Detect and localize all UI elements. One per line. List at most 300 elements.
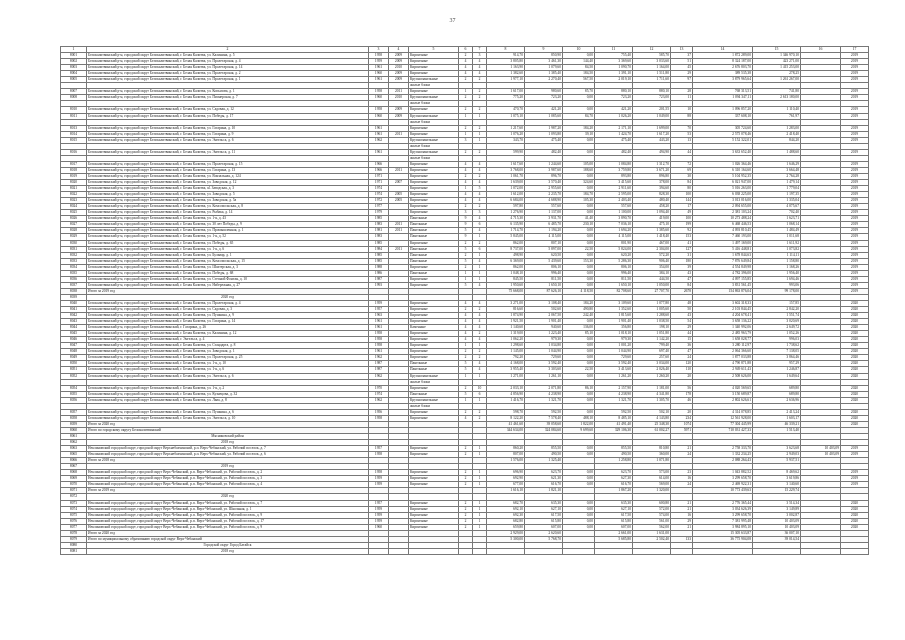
table-cell: 1 321,70 — [525, 397, 563, 403]
table-cell: 178 — [671, 391, 693, 397]
table-cell: Кирпичные — [409, 307, 459, 313]
table-cell: 2 — [459, 77, 473, 83]
table-cell: 502,10 — [633, 409, 671, 415]
table-cell: 2 676 803,70 — [693, 65, 753, 71]
table-cell: Белокалитвинский р-н, городской округ Белокалитвинский, г. Белая Калитва, ул. Заводская, д. 12 — [87, 180, 369, 186]
table-cell: 775,20 — [487, 95, 525, 101]
table-cell: 2 033,10 — [487, 385, 525, 391]
table-cell: 677,00 — [487, 482, 525, 488]
table-cell: жилые блоки — [409, 119, 459, 125]
table-cell: 1 511,80 — [633, 71, 671, 77]
table-cell: 3 — [473, 210, 487, 216]
table-cell: 1957 — [369, 500, 389, 506]
table-cell: 3 623,68 — [753, 446, 801, 452]
table-cell: 2019 — [841, 131, 869, 137]
table-cell: 2 — [459, 107, 473, 113]
table-cell: 458,20 — [633, 204, 671, 210]
table-cell: Белокалитвинский р-н, городской округ Белокалитвинский, г. Белая Калитва, ул. Садовая, д. 12 — [87, 107, 369, 113]
table-cell: 120 — [671, 361, 693, 367]
table-cell: 2011 — [389, 89, 409, 95]
table-cell: 2019 — [841, 246, 869, 252]
table-cell: 811,50 — [595, 276, 633, 282]
table-cell: 2019 — [841, 234, 869, 240]
table-cell: 635,30 — [595, 500, 633, 506]
table-cell: 828,30 — [633, 192, 671, 198]
table-cell: 490,50 — [595, 452, 633, 458]
table-cell: 8067 — [61, 464, 87, 470]
table-cell: 620,20 — [595, 252, 633, 258]
table-cell: 850,90 — [525, 53, 563, 59]
table-cell — [369, 548, 389, 554]
table-cell: 8048 — [61, 349, 87, 355]
table-cell: 2019 — [841, 161, 869, 167]
table-cell: 2 064 366,60 — [693, 349, 753, 355]
table-cell: Панельные — [409, 367, 459, 373]
table-cell: Кирпичные — [409, 282, 459, 288]
table-cell: 1 085,60 — [525, 113, 563, 119]
table-cell: 3 592,40 — [595, 361, 633, 367]
table-cell: 329 106,30 — [595, 427, 633, 433]
table-cell: 1958 — [369, 331, 389, 337]
table-cell: 1987 — [369, 276, 389, 282]
table-cell: 1971 — [369, 173, 389, 179]
table-cell: 41 491,40 — [595, 421, 633, 427]
table-cell: 1983 — [369, 222, 389, 228]
table-cell: 22,50 — [563, 246, 595, 252]
table-cell: 844,20 — [753, 137, 801, 143]
table-cell: 2 758 333,70 — [693, 446, 753, 452]
table-cell: 1 332 234,25 — [693, 452, 753, 458]
table-cell: 2019 — [841, 167, 869, 173]
table-cell: 1 217,60 — [487, 125, 525, 131]
table-cell: Кирпичные — [409, 331, 459, 337]
table-cell: 2 — [459, 264, 473, 270]
table-cell: 1 044,90 — [525, 349, 563, 355]
table-cell: 2019 — [841, 95, 869, 101]
table-cell: 1956 — [369, 409, 389, 415]
table-cell: Панельные — [409, 258, 459, 264]
table-cell: 1962 — [369, 397, 389, 403]
table-cell: 1966 — [369, 167, 389, 173]
table-cell: 54 — [671, 319, 693, 325]
table-cell: 8068 — [61, 470, 87, 476]
table-cell: 99 178,00 — [753, 288, 801, 294]
table-cell: 8 469,62 — [753, 470, 801, 476]
table-cell: 2 019,10 — [595, 77, 633, 83]
table-cell: 21 — [671, 524, 693, 530]
table-cell: 2678 — [671, 288, 693, 294]
table-cell: 0,00 — [563, 204, 595, 210]
table-cell: 2019 — [841, 53, 869, 59]
table-cell: 4 341,80 — [633, 391, 671, 397]
table-cell: Неклиновский городской округ, городской округ Верх-Чебанский, р.п. Верх-Чебанский, ул. Школьная, д. 1 — [87, 506, 369, 512]
table-cell: 80 — [671, 186, 693, 192]
table-cell: 77 304 445,99 — [693, 421, 753, 427]
table-cell: Крупнопанельные — [409, 113, 459, 119]
table-cell: 1986 — [369, 270, 389, 276]
table-cell: 1961 — [369, 149, 389, 155]
table-cell — [753, 548, 801, 554]
table-cell: 8066 — [61, 458, 87, 464]
table-cell: 1 321,70 — [595, 397, 633, 403]
table-cell: 996,40 — [525, 270, 563, 276]
table-cell: 8034 — [61, 264, 87, 270]
table-cell: 0,00 — [563, 452, 595, 458]
table-cell: 1983 — [369, 234, 389, 240]
table-cell: 1 694,46 — [753, 276, 801, 282]
table-cell: 423 271,00 — [753, 59, 801, 65]
table-cell: Кирпичные — [409, 240, 459, 246]
table-cell: 0,00 — [563, 512, 595, 518]
table-cell: 75 668,00 — [487, 288, 525, 294]
table-cell: Белокалитвинский р-н, городской округ Белокалитвинский, г. Белая Калитва, ул. 1-я, д. 6 — [87, 367, 369, 373]
table-cell: 0,00 — [563, 264, 595, 270]
table-cell: 45 — [671, 65, 693, 71]
table-cell: 1959 — [369, 59, 389, 65]
table-cell: 14 — [693, 47, 753, 53]
table-cell: 5 — [459, 282, 473, 288]
table-cell: 623,70 — [525, 470, 563, 476]
table-cell: 48 — [671, 300, 693, 306]
table-cell: 689,80 — [753, 391, 801, 397]
table-cell: 1959 — [369, 300, 389, 306]
table-cell: 4 020 569,65 — [693, 385, 753, 391]
table-cell: 184,50 — [563, 71, 595, 77]
table-cell: 2 661,00 — [595, 530, 633, 536]
table-cell: 2 270,40 — [525, 77, 563, 83]
table-cell: 1 617,20 — [633, 131, 671, 137]
table-cell: 1 094 347,11 — [693, 95, 753, 101]
table-cell: 16 — [671, 512, 693, 518]
table-cell: 1 168,26 — [753, 264, 801, 270]
table-cell: 3 415,60 — [595, 180, 633, 186]
table-cell: 572,20 — [633, 252, 671, 258]
table-cell: 1 096 857,20 — [693, 107, 753, 113]
table-cell: 8 737,00 — [487, 246, 525, 252]
table-cell: 4 — [473, 59, 487, 65]
table-cell: Белокалитвинский р-н, городской округ Белокалитвинский, г. Белая Калитва, ул. Льва, д. 8 — [87, 397, 369, 403]
table-cell: 682,70 — [487, 500, 525, 506]
table-cell: 1 026,20 — [595, 113, 633, 119]
table-cell: 39,10 — [563, 131, 595, 137]
table-cell: 2019 — [841, 228, 869, 234]
table-cell: 72 — [671, 161, 693, 167]
table-cell: Белокалитвинский р-н, городской округ Белокалитвинский, г. Белая Калитва, ул. Гагарина, д. 9 — [87, 131, 369, 137]
table-cell: 2 — [459, 524, 473, 530]
table-cell: Крупнопанельные — [409, 137, 459, 143]
table-cell: 572,00 — [633, 506, 671, 512]
table-cell: 1 001,20 — [595, 343, 633, 349]
table-cell: 914,70 — [487, 53, 525, 59]
table-cell: 6 021 947,00 — [693, 180, 753, 186]
table-cell: 1985 — [369, 216, 389, 222]
table-cell: 8045 — [61, 331, 87, 337]
table-cell: 616,70 — [595, 482, 633, 488]
table-cell: 3 149,89 — [753, 506, 801, 512]
table-cell: 627,30 — [595, 476, 633, 482]
table-cell: 8025 — [61, 210, 87, 216]
table-cell: 2 — [459, 240, 473, 246]
table-cell: Кирпичные — [409, 186, 459, 192]
table-cell: 8047 — [61, 343, 87, 349]
table-cell: 1 044,90 — [595, 349, 633, 355]
table-cell: 723,20 — [525, 95, 563, 101]
table-cell: 1 424,70 — [595, 131, 633, 137]
table-cell: 490,50 — [525, 452, 563, 458]
table-cell: Белокалитвинский р-н, городской округ Белокалитвинский, г. Белая Калитва, ул. Гагарина, д. 13 — [87, 167, 369, 173]
table-cell: 1958 — [369, 343, 389, 349]
table-cell: 10 403,09 — [801, 446, 841, 452]
table-cell: 2 949 611,43 — [693, 367, 753, 373]
table-cell: 1961 — [369, 77, 389, 83]
table-cell: 806,10 — [595, 264, 633, 270]
table-cell: 702,40 — [753, 210, 801, 216]
table-cell: 2 — [473, 149, 487, 155]
table-cell: Кирпичные — [409, 210, 459, 216]
table-cell: 8057 — [61, 409, 87, 415]
table-cell: 4 — [459, 167, 473, 173]
table-cell: 69 — [671, 167, 693, 173]
table-cell: 44 — [671, 331, 693, 337]
table-cell: Кирпичные — [409, 65, 459, 71]
table-cell: 755,40 — [595, 53, 633, 59]
table-cell: 324,60 — [563, 180, 595, 186]
table-cell: 2 911,60 — [595, 186, 633, 192]
table-cell: 23 — [671, 470, 693, 476]
table-cell: 2020 — [841, 343, 869, 349]
table-cell: 29 — [671, 518, 693, 524]
table-cell: 623,70 — [595, 470, 633, 476]
table-cell: 1988 — [369, 264, 389, 270]
table-cell: 5 286,30 — [595, 258, 633, 264]
table-cell: 3 369,60 — [595, 59, 633, 65]
table-cell: 1 073,82 — [753, 246, 801, 252]
table-cell: 6 038 225,00 — [693, 192, 753, 198]
table-cell: Белокалитвинский р-н, городской округ Белокалитвинский, г. Белая Калитва, ул. Промышленная, д. 1 — [87, 228, 369, 234]
table-cell — [693, 548, 753, 554]
table-cell: 1 950,60 — [487, 282, 525, 288]
table-cell: 8055 — [61, 391, 87, 397]
table-cell: Крупнопанельные — [409, 397, 459, 403]
table-cell: 5 016 263,00 — [693, 186, 753, 192]
table-cell: 1 110,40 — [753, 107, 801, 113]
table-cell: 1 488,60 — [753, 149, 801, 155]
table-cell: 585,70 — [633, 53, 671, 59]
table-cell: 36 — [671, 343, 693, 349]
table-cell: 2 949,03 — [753, 452, 801, 458]
table-cell: 8021 — [61, 186, 87, 192]
table-cell: 801,90 — [595, 240, 633, 246]
table-cell: Белокалитвинский р-н, городской округ Белокалитвинский, г. Белая Калитва, ул. Пролетарская, д. 2 — [87, 71, 369, 77]
table-cell: 8078 — [61, 530, 87, 536]
table-cell: 394,60 — [633, 186, 671, 192]
table-cell: 3 955,40 — [487, 367, 525, 373]
table-cell: 2 — [459, 173, 473, 179]
table-cell: 0,00 — [563, 391, 595, 397]
table-cell: 9 — [459, 216, 473, 222]
table-cell: 2019 — [841, 180, 869, 186]
table-cell: 0,00 — [563, 343, 595, 349]
table-cell: Кирпичные — [409, 482, 459, 488]
table-cell: 8003 — [61, 65, 87, 71]
table-cell: 569,00 — [633, 482, 671, 488]
table-cell: 61 002,27 — [633, 427, 671, 433]
table-cell: Кирпичные — [409, 300, 459, 306]
table-cell: Белокалитвинский р-н, городской округ Белокалитвинский, г. Белая Калитва, ул. Копылова, д. 1 — [87, 89, 369, 95]
table-cell: 2005 — [389, 192, 409, 198]
table-cell: 0,00 — [563, 234, 595, 240]
table-cell: 1 616,10 — [487, 488, 525, 494]
table-cell: 2 776 365,44 — [693, 500, 753, 506]
table-cell: 1 — [473, 137, 487, 143]
table-cell: жилые блоки — [409, 403, 459, 409]
table-cell: Кирпичные — [409, 349, 459, 355]
table-cell: 2 103 844,45 — [693, 307, 753, 313]
table-cell: 2019 — [841, 149, 869, 155]
table-cell: 2020 — [841, 409, 869, 415]
table-cell: 1 005,60 — [633, 307, 671, 313]
table-cell: 1 603,17 — [753, 415, 801, 421]
table-cell: Неклиновский городской округ, городской округ Верх-Чебанский, р.п. Верх-Чебанский, ул. Рабочий поселок, д. 4 — [87, 482, 369, 488]
table-cell: Белокалитвинский р-н, городской округ Белокалитвинский, г. Белая Калитва, ул. Рыбака, д. 14 — [87, 210, 369, 216]
table-cell: 180 — [671, 258, 693, 264]
table-cell: 3 — [369, 47, 389, 53]
table-cell — [459, 548, 473, 554]
table-cell: 1 325,40 — [525, 458, 563, 464]
table-cell: 1 — [459, 373, 473, 379]
table-cell: 470,70 — [487, 107, 525, 113]
table-cell: 3 514,34 — [753, 500, 801, 506]
table-cell: 1 714,70 — [487, 228, 525, 234]
table-cell: 0,00 — [563, 149, 595, 155]
table-cell: 1 418,40 — [633, 234, 671, 240]
table-cell: 1 — [473, 476, 487, 482]
table-cell: Городской округ Город Батайск — [87, 542, 369, 548]
table-cell: Белокалитвинский р-н, городской округ Белокалитвинский, г. Белая Калитва, ул. 1-я, д. 43 — [87, 216, 369, 222]
table-cell: 10 403,09 — [753, 524, 801, 530]
table-cell: 2020 — [841, 307, 869, 313]
table-cell: 100 — [671, 192, 693, 198]
table-cell: 2 — [459, 512, 473, 518]
table-cell: 3 864,46 — [753, 355, 801, 361]
table-cell: Кирпичные — [409, 415, 459, 421]
table-cell: 2 026,40 — [633, 367, 671, 373]
table-cell: 2 — [459, 95, 473, 101]
table-cell: 1 — [473, 482, 487, 488]
table-cell: 92 — [671, 228, 693, 234]
table-cell: 4 — [473, 228, 487, 234]
table-cell: 494,90 — [633, 149, 671, 155]
table-cell: 2 — [473, 125, 487, 131]
table-cell: 8039 — [61, 294, 87, 300]
table-cell: 880,10 — [633, 89, 671, 95]
table-cell: 3 461,30 — [525, 59, 563, 65]
table-cell: 1961 — [369, 349, 389, 355]
table-cell: 621,30 — [525, 476, 563, 482]
table-cell: 5 897,00 — [525, 246, 563, 252]
table-cell: 8069 — [61, 476, 87, 482]
table-cell: 2020 — [841, 391, 869, 397]
table-cell: 4 238,90 — [595, 391, 633, 397]
table-cell: 2 469 922,31 — [693, 482, 753, 488]
table-cell: Белокалитвинский р-н, городской округ Белокалитвинский, г. Белая Калитва, ул. 1-я, д. 10 — [87, 361, 369, 367]
table-cell: 1 867,20 — [595, 488, 633, 494]
table-cell: Кирпичные — [409, 313, 459, 319]
table-cell: 598,70 — [487, 409, 525, 415]
table-cell: 110 — [671, 367, 693, 373]
table-cell: Кирпичные — [409, 446, 459, 452]
table-cell: 7 — [473, 47, 487, 53]
table-cell: 4 — [473, 367, 487, 373]
table-cell: 3 592,40 — [525, 361, 563, 367]
table-cell: 4 — [473, 65, 487, 71]
table-cell: 2 — [473, 307, 487, 313]
table-cell: 2019 — [841, 470, 869, 476]
table-cell: 15 305 633,87 — [693, 530, 753, 536]
table-cell: Крупнопанельные — [409, 95, 459, 101]
table-cell: 2 — [459, 500, 473, 506]
table-cell: 1959 — [369, 482, 389, 488]
table-cell: Белокалитвинский р-н, городской округ Белокалитвинский, г. Белая Калитва, ул. Энгельса, д. 10 — [87, 415, 369, 421]
table-cell: 1 164,00 — [633, 65, 671, 71]
table-cell: 1 090,70 — [595, 65, 633, 71]
table-cell: Итого за 2020 год — [87, 421, 369, 427]
table-cell: 1959 — [369, 518, 389, 524]
table-cell: 1971 — [369, 180, 389, 186]
table-cell: 9 — [459, 234, 473, 240]
table-cell: 8075 — [61, 512, 87, 518]
table-cell: 1 738,62 — [753, 343, 801, 349]
table-cell: 1 — [61, 47, 87, 53]
table-cell: 3 303,60 — [525, 367, 563, 373]
table-cell: 1 815,60 — [595, 313, 633, 319]
table-cell: 7 876 649,84 — [693, 258, 753, 264]
table-cell: 614,00 — [633, 476, 671, 482]
table-cell: 2019 — [841, 288, 869, 294]
table-cell: 8037 — [61, 282, 87, 288]
table-cell: 49 — [671, 210, 693, 216]
table-cell: 1 779,04 — [753, 186, 801, 192]
table-cell: 8030 — [61, 240, 87, 246]
table-cell: 1 — [459, 270, 473, 276]
table-cell: 7 036,10 — [595, 222, 633, 228]
table-cell: 816,60 — [487, 307, 525, 313]
table-cell: 1959 — [369, 512, 389, 518]
table-cell: 1962 — [369, 355, 389, 361]
table-cell: 2020 — [841, 361, 869, 367]
table-cell: 615,80 — [595, 518, 633, 524]
table-cell: 2 — [459, 149, 473, 155]
table-cell: Неклиновский городской округ, городской округ Верх-Чебанский, р.п. Верх-Чебанский, ул. Рабочий поселок, д. 7 — [87, 500, 369, 506]
table-cell: 562,00 — [633, 524, 671, 530]
table-cell: 2020 — [841, 313, 869, 319]
table-cell: 855,50 — [525, 446, 563, 452]
table-cell: 2019 — [841, 186, 869, 192]
table-cell: 1 — [473, 470, 487, 476]
table-cell: 84,70 — [563, 113, 595, 119]
table-cell — [563, 548, 595, 554]
table-cell: Белокалитвинский р-н, городской округ Белокалитвинский, г. Белая Калитва, ул. Садовая, д. 3 — [87, 307, 369, 313]
table-cell: 1 034,80 — [525, 343, 563, 349]
table-cell: 20 — [671, 373, 693, 379]
table-cell: 8079 — [61, 536, 87, 542]
table-cell: 1 163,90 — [487, 65, 525, 71]
table-cell: 136,00 — [563, 325, 595, 331]
table-cell: 957,29 — [753, 361, 801, 367]
table-cell: 0,00 — [563, 337, 595, 343]
table-cell: 1 140,60 — [487, 325, 525, 331]
table-cell — [409, 548, 459, 554]
